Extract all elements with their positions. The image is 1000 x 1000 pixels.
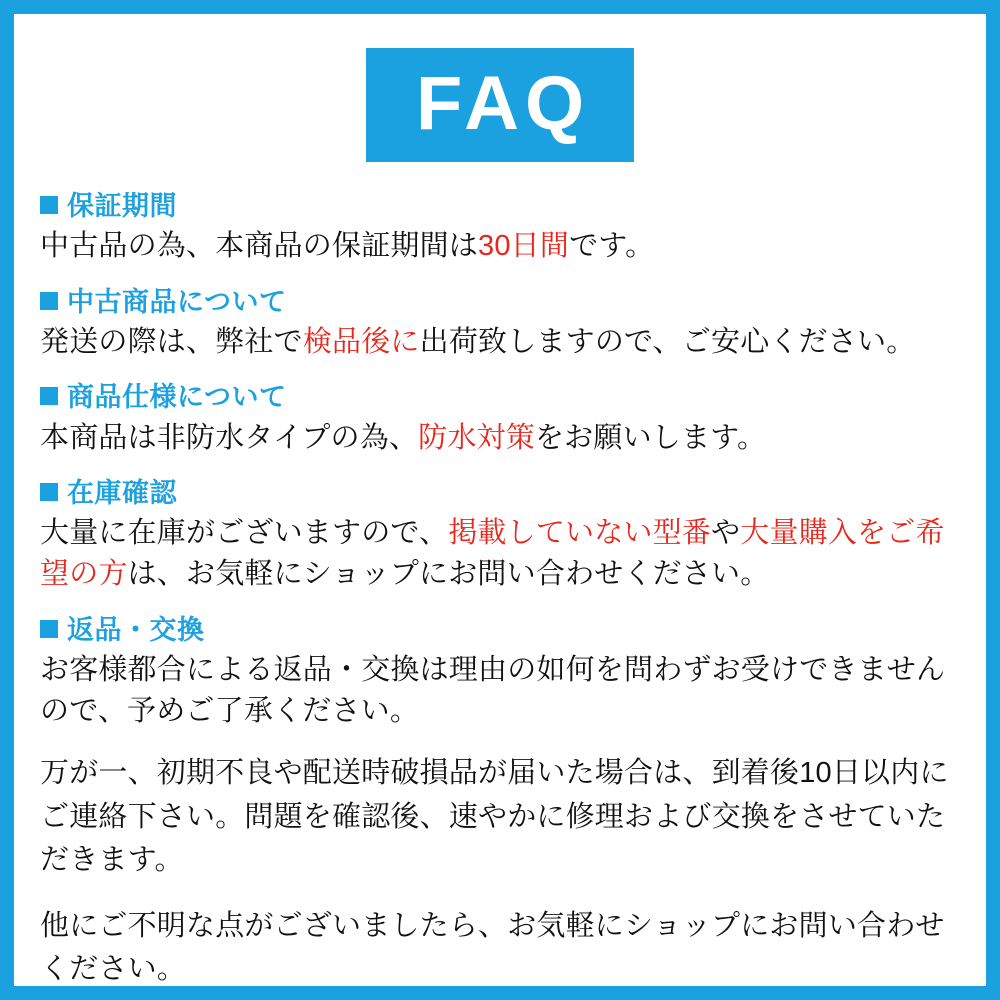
faq-question: [40, 188, 958, 224]
faq-answer-highlight: 30日間: [478, 230, 570, 263]
bullet-square-icon: [40, 292, 58, 310]
faq-question: [40, 612, 958, 648]
faq-content: [14, 162, 986, 992]
bullet-square-icon: [40, 620, 58, 638]
faq-answer: [40, 226, 958, 267]
faq-answer-text: は、お気軽にショップにお問い合わせください。: [127, 558, 770, 591]
faq-answer-text: 本商品は非防水タイプの為、: [40, 421, 419, 454]
title-area: [14, 14, 986, 162]
faq-list: [40, 188, 958, 732]
faq-answer: [40, 418, 958, 459]
faq-answer-text: 大量に在庫がございますので、: [40, 517, 449, 550]
bullet-square-icon: [40, 387, 58, 405]
faq-answer-highlight: 検品後に: [302, 326, 420, 359]
faq-answer-highlight: 大量購入をご希望の方: [40, 517, 945, 591]
bullet-square-icon: [40, 483, 58, 501]
note-paragraph: 他にご不明な点がございましたら、お気軽にショップにお問い合わせください。: [40, 909, 945, 986]
faq-page: [14, 14, 986, 986]
faq-question-label: 在庫確認: [67, 477, 177, 508]
faq-answer: [40, 322, 958, 363]
faq-answer-text: です。: [569, 230, 655, 263]
bullet-square-icon: [40, 196, 58, 214]
faq-item: [40, 284, 958, 364]
faq-answer-text: 発送の際は、弊社で: [40, 326, 303, 359]
faq-question-label: 保証期間: [67, 191, 177, 221]
notes-list: [40, 752, 958, 992]
page-title: FAQ: [366, 48, 634, 162]
faq-answer-text: お客様都合による返品・交換は理由の如何を問わずお受けできませんので、予めご了承ください。: [40, 654, 946, 728]
faq-answer-text: 出荷致しますので、ご安心ください。: [419, 326, 916, 359]
faq-question: [40, 379, 958, 415]
faq-question-label: 商品仕様について: [67, 382, 287, 413]
faq-item: [40, 379, 958, 459]
faq-answer-highlight: 防水対策: [418, 421, 535, 454]
note-paragraph: 万が一、初期不良や配送時破損品が届いた場合は、到着後10日以内にご連絡下さい。問題を確認後、速やかに修理および交換をさせていただきます。: [40, 757, 949, 877]
faq-answer: [40, 650, 958, 732]
faq-item: [40, 475, 958, 596]
faq-answer-text: をお願いします。: [534, 421, 767, 454]
faq-answer-text: 中古品の為、本商品の保証期間は: [40, 230, 479, 263]
faq-answer-highlight: 掲載していない型番: [448, 517, 712, 550]
faq-question: [40, 475, 958, 511]
faq-answer: [40, 513, 958, 595]
faq-answer-text: や: [711, 517, 741, 550]
faq-question: [40, 284, 958, 320]
faq-question-label: 中古商品について: [67, 286, 287, 317]
faq-question-label: 返品・交換: [67, 614, 205, 645]
faq-item: [40, 188, 958, 268]
faq-item: [40, 612, 958, 733]
